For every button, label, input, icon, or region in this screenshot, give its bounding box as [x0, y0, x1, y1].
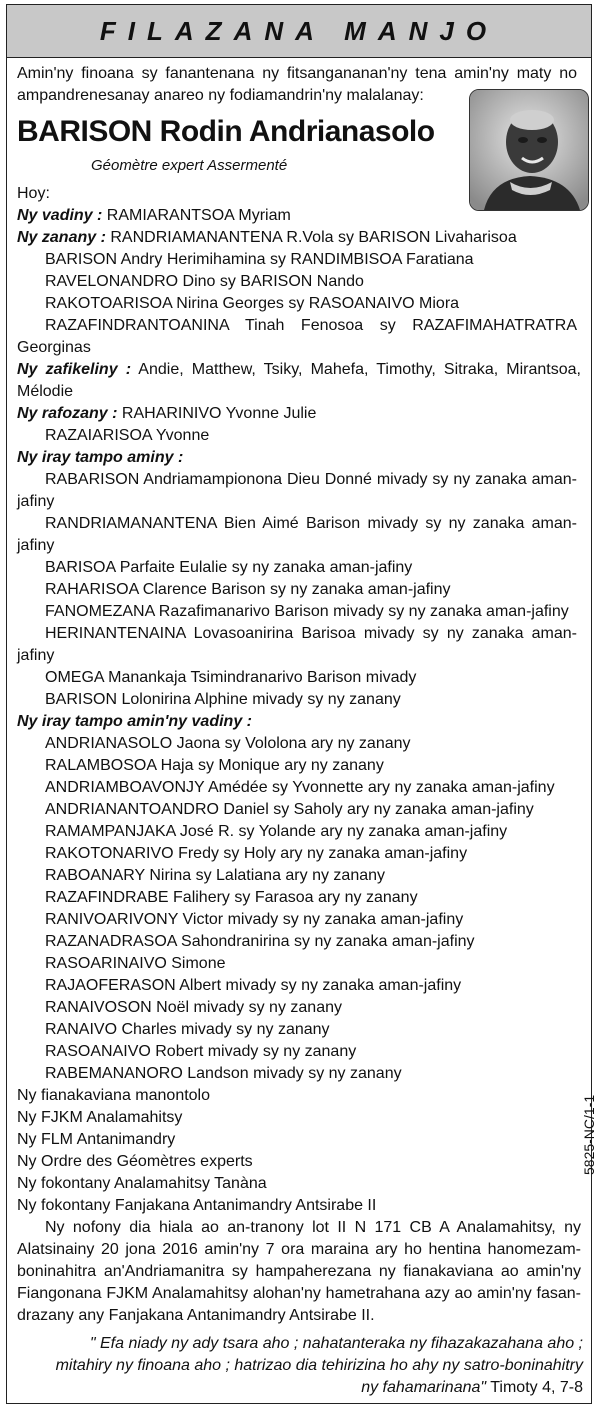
zanany-line: RAZAFINDRANTOANINA Tinah Fenosoa sy RAZAFIMAHATRATRA — [45, 317, 577, 334]
burial-line: drazany any Fanjakana Antanimandry Antsirabe II. — [17, 1307, 375, 1324]
iray-tampo-vadiny-line: RANAIVOSON Noël mivady sy ny zanany — [45, 999, 342, 1016]
zanany-line: RAKOTOARISOA Nirina Georges sy RASOANAIVO Miora — [45, 295, 460, 312]
obituary-frame — [6, 4, 597, 1404]
organization-line: Ny fokontany Analamahitsy Tanàna — [17, 1175, 267, 1192]
zanany-row — [17, 227, 583, 249]
vadiny-row — [17, 205, 583, 227]
ad-reference-code — [567, 1085, 597, 1175]
iray-tampo-line: BARISOA Parfaite Eulalie sy ny zanaka aman-jafiny — [45, 559, 413, 576]
iray-tampo-label: Ny iray tampo aminy : — [17, 449, 184, 466]
header-bar — [7, 5, 591, 58]
zanany-cont: Georginas — [17, 339, 91, 356]
zanany-first: RANDRIAMANANTENA R.Vola sy BARISON Livaharisoa — [105, 229, 517, 246]
intro-line: Amin'ny finoana sy fanantenana ny fitsangananan'ny tena amin'ny maty no — [17, 65, 577, 82]
burial-line: Alatsinainy 20 jona 2016 amin'ny 7 ora maraina ary ho hentina hanomezam- — [17, 1241, 581, 1258]
burial-line: boninahitra an'Andriamanitra sy hampaherezana ny fianakaviana ao amin'ny — [17, 1263, 581, 1280]
iray-tampo-vadiny-line: RASOANAIVO Robert mivady sy ny zanany — [45, 1043, 357, 1060]
iray-tampo-cont: jafiny — [17, 647, 55, 664]
iray-tampo-vadiny-line: ANDRIANANTOANDRO Daniel sy Saholy ary ny zanaka aman-jafiny — [45, 801, 534, 818]
iray-tampo-cont: jafiny — [17, 537, 55, 554]
iray-tampo-vadiny-line: RAJAOFERASON Albert mivady sy ny zanaka aman-jafiny — [45, 977, 462, 994]
rafozany-text: RAHARINIVO Yvonne Julie — [117, 405, 317, 422]
zafikeliny-cont: Mélodie — [17, 383, 74, 400]
burial-line: Fiangonana FJKM Analamahitsy alohan'ny hametrahana azy ao amin'ny fasan- — [17, 1285, 581, 1302]
iray-tampo-vadiny-line: RANIVOARIVONY Victor mivady sy ny zanaka aman-jafiny — [45, 911, 464, 928]
zafikeliny-text: Andie, Matthew, Tsiky, Mahefa, Timothy, Sitraka, Mirantsoa, — [131, 361, 581, 378]
rafozany-label: Ny rafozany : — [17, 405, 118, 422]
iray-tampo-line: RANDRIAMANANTENA Bien Aimé Barison mivady sy ny zanaka aman- — [45, 515, 577, 532]
iray-tampo-line: RABARISON Andriamampionona Dieu Donné mivady sy ny zanaka aman- — [45, 471, 577, 488]
rafozany-row — [17, 403, 583, 425]
rafozany-line: RAZAIARISOA Yvonne — [45, 427, 210, 444]
hoy-label: Hoy: — [17, 185, 50, 202]
organization-line: Ny fokontany Fanjakana Antanimandry Antsirabe II — [17, 1197, 377, 1214]
iray-tampo-vadiny-label: Ny iray tampo amin'ny vadiny : — [17, 713, 252, 730]
iray-tampo-line: OMEGA Manankaja Tsimindranarivo Barison mivady — [45, 669, 417, 686]
scripture-quote-last — [361, 1377, 583, 1399]
vadiny-text: RAMIARANTSOA Myriam — [102, 207, 291, 224]
scripture-reference: Timoty 4, 7-8 — [486, 1379, 583, 1396]
iray-tampo-vadiny-line: RAZAFINDRABE Falihery sy Farasoa ary ny zanany — [45, 889, 418, 906]
iray-tampo-vadiny-line: ANDRIAMBOAVONJY Amédée sy Yvonnette ary ny zanaka aman-jafiny — [45, 779, 555, 796]
ad-reference-text: 5825-NC/1-1 — [581, 1094, 597, 1175]
intro-line: ampandrenesanay anareo ny fodiamandrin'ny malalanay: — [17, 87, 424, 104]
iray-tampo-cont: jafiny — [17, 493, 55, 510]
iray-tampo-line: FANOMEZANA Razafimanarivo Barison mivady sy ny zanaka aman-jafiny — [45, 603, 569, 620]
scripture-quote-line: mitahiry ny finoana aho ; hatrizao dia tehirizina ho ahy ny satro-boninahitry — [55, 1357, 583, 1374]
organization-line: Ny Ordre des Géomètres experts — [17, 1153, 253, 1170]
scripture-quote-line: " Efa niady ny ady tsara aho ; nahatanteraka ny fihazakazahana aho ; — [89, 1335, 583, 1352]
organization-line: Ny fianakaviana manontolo — [17, 1087, 211, 1104]
deceased-name: BARISON Rodin Andrianasolo — [17, 115, 435, 148]
deceased-title: Géomètre expert Assermenté — [91, 157, 288, 174]
iray-tampo-vadiny-line: RABOANARY Nirina sy Lalatiana ary ny zanany — [45, 867, 386, 884]
zafikeliny-row — [17, 359, 581, 381]
iray-tampo-vadiny-line: RANAIVO Charles mivady sy ny zanany — [45, 1021, 330, 1038]
burial-line: Ny nofony dia hiala ao an-tranony lot II N 171 CB A Analamahitsy, ny — [45, 1219, 581, 1236]
iray-tampo-line: HERINANTENAINA Lovasoanirina Barisoa mivady sy ny zanaka aman- — [45, 625, 577, 642]
vadiny-label: Ny vadiny : — [17, 207, 103, 224]
iray-tampo-vadiny-line: RAMAMPANJAKA José R. sy Yolande ary ny zanaka aman-jafiny — [45, 823, 508, 840]
organization-line: Ny FJKM Analamahitsy — [17, 1109, 183, 1126]
iray-tampo-vadiny-line: RAKOTONARIVO Fredy sy Holy ary ny zanaka aman-jafiny — [45, 845, 468, 862]
zanany-label: Ny zanany : — [17, 229, 106, 246]
iray-tampo-line: BARISON Lolonirina Alphine mivady sy ny zanany — [45, 691, 401, 708]
zanany-line: BARISON Andry Herimihamina sy RANDIMBISOA Faratiana — [45, 251, 474, 268]
iray-tampo-vadiny-line: ANDRIANASOLO Jaona sy Vololona ary ny zanany — [45, 735, 411, 752]
iray-tampo-vadiny-line: RABEMANANORO Landson mivady sy ny zanany — [45, 1065, 402, 1082]
iray-tampo-vadiny-line: RAZANADRASOA Sahondranirina sy ny zanaka aman-jafiny — [45, 933, 475, 950]
header-title: FILAZANA MANJO — [99, 16, 499, 46]
iray-tampo-vadiny-line: RALAMBOSOA Haja sy Monique ary ny zanany — [45, 757, 384, 774]
iray-tampo-line: RAHARISOA Clarence Barison sy ny zanaka aman-jafiny — [45, 581, 451, 598]
iray-tampo-vadiny-line: RASOARINAIVO Simone — [45, 955, 226, 972]
zafikeliny-label: Ny zafikeliny : — [17, 361, 132, 378]
zanany-line: RAVELONANDRO Dino sy BARISON Nando — [45, 273, 364, 290]
scripture-quote-line: ny fahamarinana" — [361, 1379, 487, 1396]
organization-line: Ny FLM Antanimandry — [17, 1131, 176, 1148]
